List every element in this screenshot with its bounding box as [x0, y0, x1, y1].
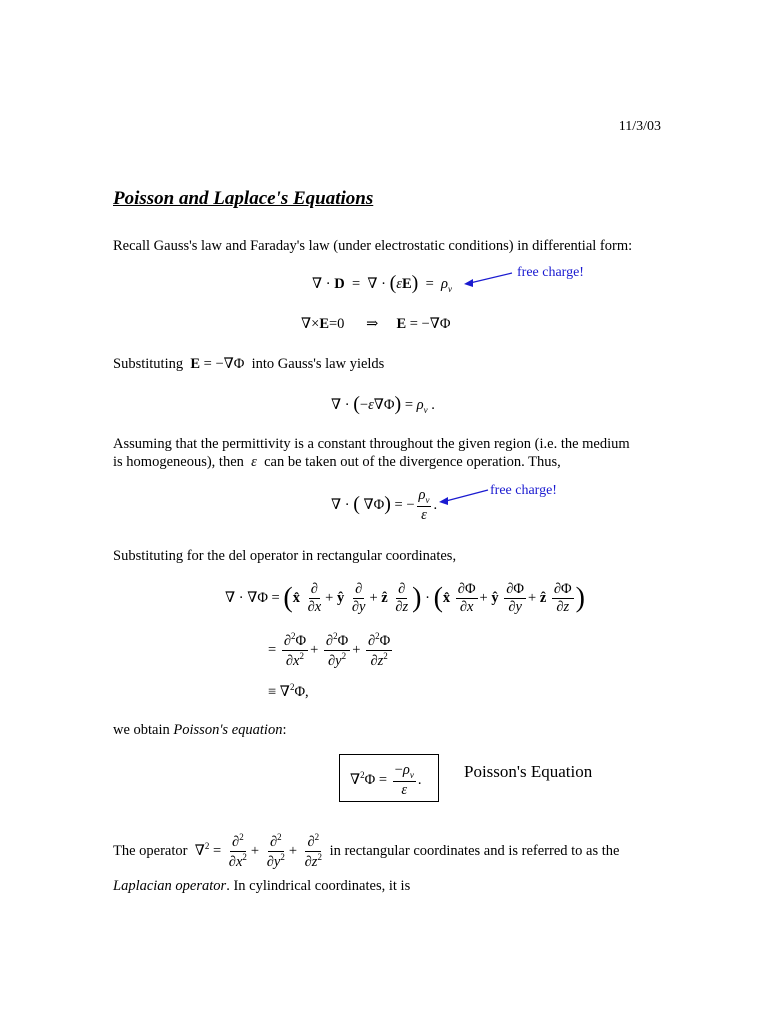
paragraph-del-rectangular: Substituting for the del operator in rectangular coordinates,	[113, 548, 457, 564]
equation-del-second-derivatives: = $\frac{\partial^2\Phi}{\partial x^2}$ + $\frac{\partial^2\Phi}{\partial y^2}$ + $\frac{\partial^2\Phi}{\partial z^2}$	[268, 631, 391, 670]
equation-del-expansion: ∇ · ∇Φ = (x̂ $\frac{\partial}{\partial x}$ + ŷ $\frac{\partial}{\partial y}$ + ẑ $\frac{\partial}{\partial z}$ ) · (x̂ $\frac{\partial\Phi}{\partial x}$ + ŷ $\frac{\partial\Phi}{\partial y}$ + ẑ $\frac{\partial\Phi}{\partial z}$ )	[225, 581, 585, 616]
arrow-icon-1	[460, 270, 520, 290]
paragraph-recall: Recall Gauss's law and Faraday's law (under electrostatic conditions) in differential form:	[113, 238, 633, 254]
paragraph-operator: The operator ∇$^2$ = $\frac{\partial^2}{\partial x^2}$ + $\frac{\partial^2}{\partial y^2}$ + $\frac{\partial^2}{\partial z^2}$ in rectangular coordinates and is referred to as the	[113, 832, 620, 871]
label-poisson-equation: Poisson's Equation	[464, 762, 593, 781]
equation-gauss-law: ∇ · D = ∇ · $(\varepsilon E) = \rho_v$	[312, 272, 452, 294]
equation-faraday-law: ∇×E=0 ⇒ E = −∇Φ	[301, 316, 451, 332]
equation-homogeneous: ∇ · ( ∇Φ) = − $\frac{\rho_v}{\varepsilon}$ .	[331, 487, 438, 524]
equation-substituted-gauss: ∇ · $(-\varepsilon\nabla\Phi) = \rho_v$ .	[331, 393, 435, 415]
page-title: Poisson and Laplace's Equations	[113, 188, 374, 209]
date: 11/3/03	[618, 119, 661, 134]
paragraph-substituting: Substituting E = −∇Φ into Gauss's law yields	[113, 356, 385, 372]
equation-poisson-boxed: ∇$^2$Φ = $\frac{-\rho_v}{\varepsilon}$ .	[339, 754, 439, 802]
paragraph-assuming: Assuming that the permittivity is a constant throughout the given region (i.e. the medium is homogeneous), then ε can be taken out of the divergence operation. Thus,	[113, 436, 630, 470]
annotation-free-charge-1: free charge!	[517, 265, 584, 280]
arrow-icon-2	[434, 487, 494, 511]
annotation-free-charge-2: free charge!	[490, 483, 557, 498]
paragraph-obtain: we obtain Poisson's equation:	[113, 722, 287, 738]
paragraph-laplacian: Laplacian operator. In cylindrical coordinates, it is	[113, 878, 411, 894]
equation-del-laplacian: ≡ ∇$^2$Φ,	[268, 682, 309, 700]
